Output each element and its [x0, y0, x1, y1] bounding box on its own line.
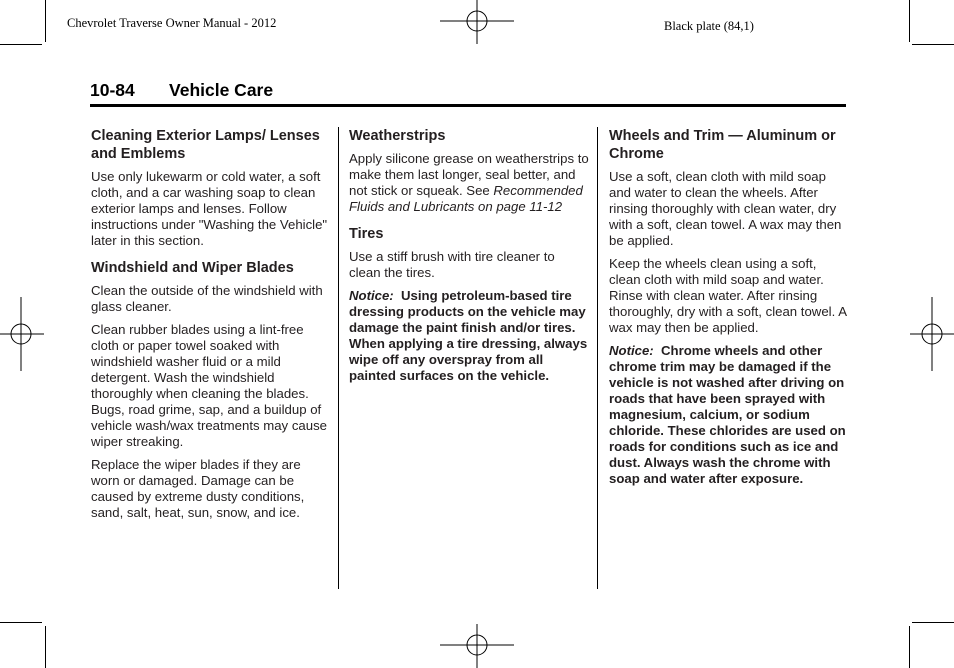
paragraph-rubber-blades: Clean rubber blades using a lint-free cloth or paper towel soaked with windshield washer fluid or a mild detergent. Wash the windshield thoroughly when cleaning the blades. Bugs, road grime, sap, and a buildup of vehicle wash/wax treatments may cause wiper streaking.: [91, 322, 328, 449]
heading-windshield-wiper-blades: Windshield and Wiper Blades: [91, 260, 294, 276]
paragraph-tires: Use a stiff brush with tire cleaner to clean the tires.: [349, 249, 555, 280]
crop-mark-bottom-left-horizontal: [0, 622, 42, 623]
column-1: [91, 127, 331, 528]
registration-mark-left-icon: [0, 297, 44, 371]
column-3: [609, 127, 849, 494]
registration-mark-bottom-icon: [440, 624, 514, 668]
registration-mark-top-icon: [440, 0, 514, 44]
heading-weatherstrips: Weatherstrips: [349, 128, 446, 144]
heading-wheels-and-trim: Wheels and Trim — Aluminum or Chrome: [609, 128, 836, 162]
paragraph-wheels-clean: Use a soft, clean cloth with mild soap and water to clean the wheels. After rinsing thoroughly with clean water, dry with a soft, clean towel. A wax may then be applied.: [609, 169, 842, 248]
notice-label: Notice:: [349, 288, 394, 303]
crop-mark-bottom-right-horizontal: [912, 622, 954, 623]
notice-text: Using petroleum-based tire dressing products on the vehicle may damage the paint finish and/or tires. When applying a tire dressing, always wipe off any overspray from all painted surfaces on the vehicle.: [349, 288, 588, 383]
paragraph-replace-blades: Replace the wiper blades if they are worn or damaged. Damage can be caused by extreme dusty conditions, sand, salt, heat, sun, snow, and ice.: [91, 457, 305, 520]
page-header: [90, 79, 846, 107]
column-divider-2: [597, 127, 598, 589]
crop-mark-bottom-right-vertical: [909, 626, 910, 668]
weatherstrips-text: Apply silicone grease on weatherstrips to make them last longer, seal better, and not stick or squeak. See: [349, 151, 589, 198]
page-number: 10-84: [90, 80, 135, 100]
paragraph-wheels-keep-clean: Keep the wheels clean using a soft, clean cloth with mild soap and water. Rinse with clean water. After rinsing thoroughly, dry with a soft, clean towel. A wax may then be applied.: [609, 256, 847, 335]
notice-chrome: [609, 343, 849, 487]
crop-mark-top-right-vertical: [909, 0, 910, 42]
paragraph-lamps: Use only lukewarm or cold water, a soft cloth, and a car washing soap to clean exterior lamps and lenses. Follow instructions under "Washing the Vehicle" later in this section.: [91, 169, 328, 248]
notice-tires: [349, 288, 589, 384]
crop-mark-top-left-vertical: [45, 0, 46, 42]
paragraph-windshield-outside: Clean the outside of the windshield with glass cleaner.: [91, 283, 323, 314]
registration-mark-right-icon: [910, 297, 954, 371]
heading-cleaning-exterior-lamps: Cleaning Exterior Lamps/ Lenses and Emblems: [91, 128, 320, 162]
crop-mark-top-right-horizontal: [912, 44, 954, 45]
column-2: [349, 127, 589, 391]
crop-mark-bottom-left-vertical: [45, 626, 46, 668]
section-title: Vehicle Care: [169, 80, 274, 100]
plate-label: Black plate (84,1): [664, 19, 754, 33]
notice-text: Chrome wheels and other chrome trim may be damaged if the vehicle is not washed after driving on roads that have been sprayed with magnesium, calcium, or sodium chloride. These chlorides are used on roads for conditions such as ice and dust. Always wash the chrome with soap and water after exposure.: [609, 343, 846, 486]
crop-mark-top-left-horizontal: [0, 44, 42, 45]
notice-label: Notice:: [609, 343, 654, 358]
cross-reference-link[interactable]: Recommended Fluids and Lubricants on page 11-12: [349, 183, 583, 214]
column-divider-1: [338, 127, 339, 589]
manual-title: Chevrolet Traverse Owner Manual - 2012: [67, 16, 277, 30]
heading-tires: Tires: [349, 226, 384, 242]
paragraph-weatherstrips: [349, 151, 589, 215]
